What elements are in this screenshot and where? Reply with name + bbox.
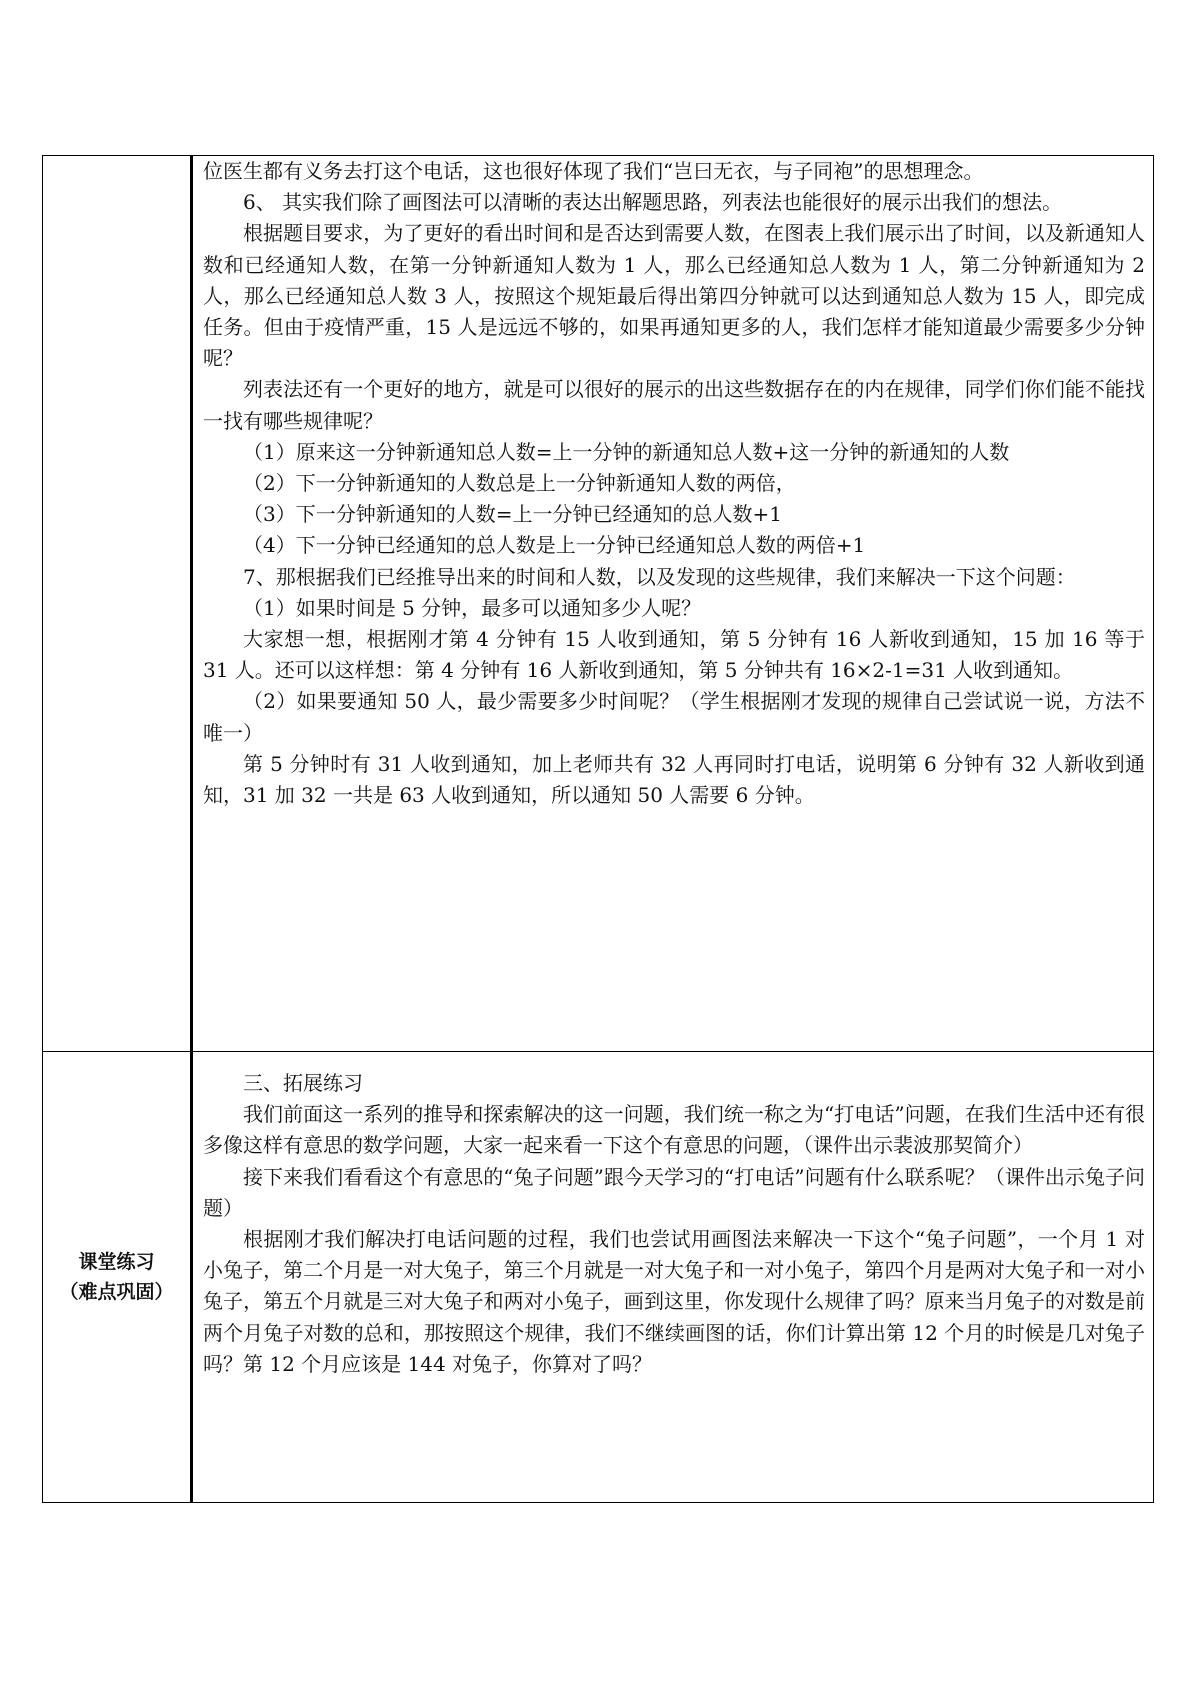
paragraph: 接下来我们看看这个有意思的“兔子问题”跟今天学习的“打电话”问题有什么联系呢？（课件出示兔子问题） xyxy=(203,1164,1145,1220)
paragraph: （1）如果时间是 5 分钟，最多可以通知多少人呢？ xyxy=(243,595,702,620)
lesson-plan-table xyxy=(42,155,1154,1503)
row-content-cell xyxy=(192,156,1154,1052)
paragraph: 根据刚才我们解决打电话问题的过程，我们也尝试用画图法来解决一下这个“兔子问题”，一个月 1 对小兔子，第二个月是一对大兔子，第三个月就是一对大兔子和一对小兔子，第四个月是两对大兔子和一对小兔子，第五个月就是三对大兔子和两对小兔子，画到这里，你发现什么规律了吗？原来当月兔子的对数是前两个月兔子对数的总和，那按照这个规律，我们不继续画图的话，你们计算出第 12 个月的时候是几对兔子吗？第 12 个月应该是 144 对兔子，你算对了吗？ xyxy=(203,1227,1145,1376)
section-heading: 三、拓展练习 xyxy=(243,1071,363,1095)
practice-content xyxy=(193,1052,1153,1380)
paragraph: 根据题目要求，为了更好的看出时间和是否达到需要人数，在图表上我们展示出了时间，以及新通知人数和已经通知人数，在第一分钟新通知人数为 1 人，那么已经通知总人数为 1 人，第二分钟新通知为 2 人，那么已经通知总人数 3 人，按照这个规矩最后得出第四分钟就可以达到通知总人数为 15 人，即完成任务。但由于疫情严重，15 人是远远不够的，如果再通知更多的人，我们怎样才能知道最少需要多少分钟呢？ xyxy=(203,221,1145,371)
row-label-cell xyxy=(43,1052,192,1503)
table-row-explanation xyxy=(43,156,1154,1052)
paragraph: （3）下一分钟新通知的人数=上一分钟已经通知的总人数+1 xyxy=(243,502,782,527)
paragraph: 大家想一想，根据刚才第 4 分钟有 15 人收到通知，第 5 分钟有 16 人新收到通知，15 加 16 等于 31 人。还可以这样想：第 4 分钟有 16 人新收到通知，第 5 分钟共有 16×2-1=31 人收到通知。 xyxy=(203,627,1145,683)
row-content-cell xyxy=(192,1052,1154,1503)
paragraph: 我们前面这一系列的推导和探索解决的这一问题，我们统一称之为“打电话”问题，在我们生活中还有很多像这样有意思的数学问题，大家一起来看一下这个有意思的问题，（课件出示裴波那契简介） xyxy=(203,1102,1145,1158)
row-label-title: 课堂练习 xyxy=(78,1251,155,1273)
paragraph: （4）下一分钟已经通知的总人数是上一分钟已经通知总人数的两倍+1 xyxy=(243,533,866,558)
table-row-classroom-practice xyxy=(43,1052,1154,1503)
paragraph: 列表法还有一个更好的地方，就是可以很好的展示的出这些数据存在的内在规律，同学们你们能不能找一找有哪些规律呢？ xyxy=(203,377,1145,433)
paragraph: 6、 其实我们除了画图法可以清晰的表达出解题思路，列表法也能很好的展示出我们的想法。 xyxy=(243,190,1063,215)
row-label-subtitle: （难点巩固） xyxy=(59,1281,174,1303)
paragraph: （2）下一分钟新通知的人数总是上一分钟新通知人数的两倍， xyxy=(243,471,796,496)
explanation-content xyxy=(193,156,1153,811)
paragraph: 7、那根据我们已经推导出来的时间和人数，以及发现的这些规律，我们来解决一下这个问题： xyxy=(243,564,1076,589)
paragraph: （2）如果要通知 50 人，最少需要多少时间呢？（学生根据刚才发现的规律自己尝试说一说，方法不唯一） xyxy=(203,689,1145,745)
paragraph: （1）原来这一分钟新通知总人数=上一分钟的新通知总人数+这一分钟的新通知的人数 xyxy=(243,439,1010,464)
paragraph: 第 5 分钟时有 31 人收到通知，加上老师共有 32 人再同时打电话，说明第 6 分钟有 32 人新收到通知，31 加 32 一共是 63 人收到通知，所以通知 50 人需要 6 分钟。 xyxy=(203,751,1145,808)
row-label-cell xyxy=(43,156,192,1052)
paragraph: 位医生都有义务去打这个电话，这也很好体现了我们“岂曰无衣，与子同袍”的思想理念。 xyxy=(203,159,984,183)
